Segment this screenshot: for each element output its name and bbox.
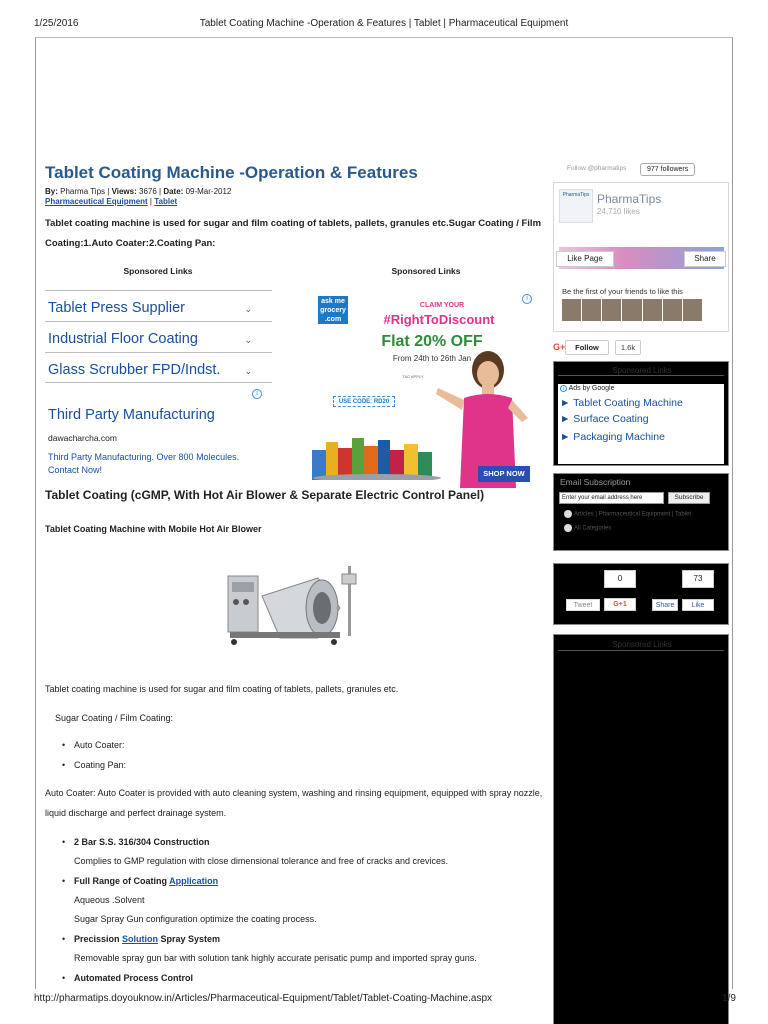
chevron-down-icon: ⌄: [244, 304, 252, 314]
section-heading: Tablet Coating (cGMP, With Hot Air Blower & Separate Electric Control Panel): [45, 488, 485, 502]
list-item: • Coating Pan:: [60, 755, 126, 775]
banner-hashtag: #RightToDiscount: [383, 312, 495, 327]
feature-list: [60, 832, 545, 988]
fb-like-page-button[interactable]: Like Page: [556, 251, 614, 267]
banner-discount: Flat 20% OFF: [381, 333, 483, 350]
sponsored-row: [45, 266, 545, 280]
widget-title: Sponsored Links: [612, 640, 672, 649]
chevron-down-icon: ⌄: [244, 335, 252, 345]
adchoices-icon: i: [560, 385, 567, 392]
grocery-products-image: [312, 420, 442, 480]
radio-label: All Categories: [574, 525, 612, 532]
coating-machine-image: [222, 556, 368, 648]
avatar: [582, 299, 601, 321]
views: 3676: [139, 187, 157, 196]
radio-label: Articles | Pharmaceutical Equipment | Tablet: [574, 511, 692, 518]
divider: [558, 375, 724, 376]
avatar: [683, 299, 702, 321]
feature-desc: Removable spray gun bar with solution tank highly accurate perisatic pump and imported spray guns.: [74, 953, 477, 963]
avatar: [602, 299, 621, 321]
third-party-title[interactable]: Third Party Manufacturing: [48, 407, 215, 423]
by-label: By:: [45, 187, 58, 196]
avatar: [622, 299, 641, 321]
ad-link[interactable]: [45, 321, 272, 352]
fb-like-count: 24,710 likes: [597, 207, 640, 216]
third-party-ad[interactable]: [45, 387, 272, 479]
share-buttons-widget: [553, 563, 729, 625]
banner-claim: CLAIM YOUR: [419, 302, 465, 309]
author: Pharma Tips: [60, 187, 106, 196]
fb-friend-faces: [562, 299, 702, 321]
ad-link[interactable]: [45, 352, 272, 383]
sponsored-label-left: Sponsored Links: [123, 266, 193, 276]
feature-title: Precission: [74, 934, 123, 944]
category-link-equipment[interactable]: Pharmaceutical Equipment: [45, 197, 148, 206]
paragraph: Tablet coating machine is used for sugar and film coating of tablets, pallets, granules etc.: [45, 684, 399, 694]
gplus-one-button[interactable]: G+1: [604, 598, 636, 611]
sidebar-ad-link[interactable]: ► Packaging Machine: [560, 431, 665, 443]
article-main: [45, 160, 545, 254]
ad-link-label: Tablet Press Supplier: [48, 300, 186, 316]
feature-desc: Aqueous .Solvent: [74, 895, 145, 905]
feature-item: [60, 832, 545, 871]
print-page-number: 1/9: [722, 993, 736, 1004]
adchoices-icon[interactable]: i: [252, 389, 262, 399]
feature-title: 2 Bar S.S. 316/304 Construction: [74, 837, 210, 847]
print-url: http://pharmatips.doyouknow.in/Articles/Pharmaceutical-Equipment/Tablet/Tablet-Coating-Machine.aspx: [34, 993, 493, 1004]
banner-ad[interactable]: [312, 292, 542, 488]
radio-icon: [564, 510, 572, 518]
application-link[interactable]: Application: [169, 876, 219, 886]
sidebar-ad-link[interactable]: ► Tablet Coating Machine: [560, 397, 683, 409]
feature-desc: Complies to GMP regulation with close dimensional tolerance and free of cracks and crevices.: [74, 856, 449, 866]
section-subheading: Tablet Coating Machine with Mobile Hot Air Blower: [45, 524, 262, 534]
list-item: • Auto Coater:: [60, 735, 126, 755]
share-count: 0: [604, 570, 636, 588]
fb-page-thumbnail[interactable]: PharmaTips: [559, 189, 593, 223]
feature-title: Full Range of Coating: [74, 876, 170, 886]
fb-friends-text: Be the first of your friends to like this: [562, 287, 683, 296]
shop-now-button[interactable]: SHOP NOW: [478, 466, 530, 482]
sponsored-links-widget: [553, 361, 729, 466]
widget-title: Email Subscription: [560, 477, 631, 487]
radio-option-category[interactable]: [564, 510, 691, 518]
chevron-down-icon: ⌄: [244, 366, 252, 376]
gplus-follow-count: 1.6k: [615, 340, 641, 355]
paragraph: Sugar Coating / Film Coating:: [55, 713, 174, 723]
facebook-page-widget: [553, 182, 729, 332]
sponsored-label-right: Sponsored Links: [391, 266, 461, 276]
date-label: Date:: [163, 187, 184, 196]
paragraph: Auto Coater: Auto Coater is provided with auto cleaning system, washing and rinsing equipment, equipped with spray nozzle, liquid discharge and perfect drainage system.: [45, 788, 543, 818]
banner-dates: From 24th to 26th Jan: [392, 354, 472, 363]
widget-title: Sponsored Links: [612, 366, 672, 375]
category-link-tablet[interactable]: Tablet: [154, 197, 178, 206]
coating-list: [60, 735, 126, 775]
fb-page-name[interactable]: PharmaTips: [597, 192, 662, 206]
tweet-button[interactable]: Tweet: [566, 599, 600, 611]
ad-links: [45, 290, 272, 383]
gplus-follow-button[interactable]: Follow: [565, 340, 609, 355]
askmegrocery-logo: ask me grocery .com: [318, 296, 348, 324]
feature-item: [60, 871, 545, 929]
divider: [558, 650, 724, 651]
third-party-desc[interactable]: Third Party Manufacturing. Over 800 Molecules. Contact Now!: [48, 452, 240, 475]
subscribe-button[interactable]: Subscribe: [668, 492, 710, 504]
categories: Pharmaceutical Equipment | Tablet: [45, 197, 178, 206]
print-title: Tablet Coating Machine -Operation & Features | Tablet | Pharmaceutical Equipment: [199, 18, 569, 29]
fb-like-button[interactable]: Like: [682, 599, 714, 611]
fb-share-button[interactable]: Share: [652, 599, 678, 611]
radio-icon: [564, 524, 572, 532]
fb-share-button[interactable]: Share: [684, 251, 726, 267]
print-header: [0, 18, 768, 32]
banner-tnc: T&C APPLY: [402, 374, 424, 379]
twitter-follow-button[interactable]: Follow @pharmatips: [567, 165, 627, 172]
avatar: [663, 299, 682, 321]
sponsored-links-widget-2: [553, 634, 729, 1024]
email-field[interactable]: Enter your email address here: [559, 492, 664, 504]
feature-title: Automated Process Control: [74, 973, 194, 983]
like-count: 73: [682, 570, 714, 588]
article-meta: By: Pharma Tips | Views: 3676 | Date: 09-Mar-2012: [45, 187, 232, 196]
article-title: Tablet Coating Machine -Operation & Features: [45, 163, 418, 182]
feature-item: [60, 929, 545, 968]
third-party-domain: dawacharcha.com: [48, 433, 117, 443]
ads-by-label: Ads by Google: [568, 385, 615, 392]
print-date: 1/25/2016: [34, 18, 79, 29]
avatar: [562, 299, 581, 321]
banner-code: USE CODE: RD20: [333, 396, 395, 407]
views-label: Views:: [111, 187, 137, 196]
feature-title-post: Spray System: [158, 934, 221, 944]
print-footer: [0, 993, 768, 1007]
gplus-icon: G+: [553, 342, 566, 352]
sidebar-ad-link[interactable]: ► Surface Coating: [560, 413, 649, 425]
feature-item: [60, 968, 545, 988]
article-intro: Tablet coating machine is used for sugar and film coating of tablets, pallets, granules etc.Sugar Coating / Film Coating:1.Auto Coater:2.Coating Pan:: [45, 218, 542, 249]
google-ads: [558, 384, 724, 464]
email-subscription-widget: [553, 473, 729, 551]
solution-link[interactable]: Solution: [122, 934, 159, 944]
radio-option-all[interactable]: [564, 524, 611, 532]
feature-desc: Sugar Spray Gun configuration optimize the coating process.: [74, 914, 317, 924]
ads-by-google[interactable]: [560, 385, 614, 392]
adchoices-icon[interactable]: i: [522, 294, 532, 304]
ad-link-label: Glass Scrubber FPD/Indst.: [48, 362, 221, 378]
article-date: 09-Mar-2012: [185, 187, 232, 196]
twitter-follower-count: 977 followers: [640, 163, 695, 176]
ad-link[interactable]: [45, 290, 272, 321]
ad-link-label: Industrial Floor Coating: [48, 331, 198, 347]
avatar: [643, 299, 662, 321]
